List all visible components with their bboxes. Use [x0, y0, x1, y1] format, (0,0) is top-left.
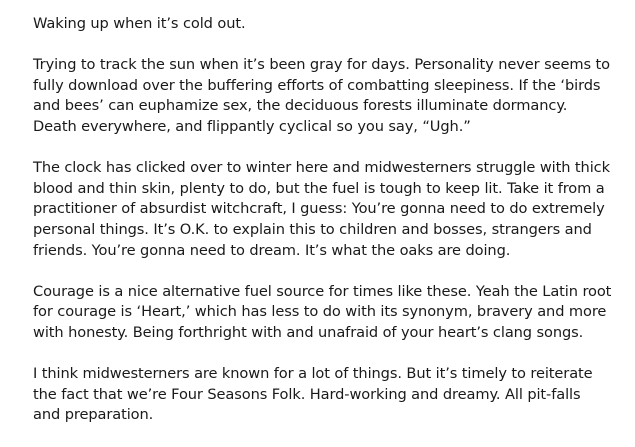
- paragraph-line: Trying to track the sun when it’s been gray for days. Personality never seems to: [33, 56, 610, 74]
- paragraph-line: Waking up when it’s cold out.: [33, 15, 246, 32]
- paragraph-line: practitioner of absurdist witchcraft, I guess: You’re gonna need to do extremely: [33, 200, 605, 218]
- paragraph-line: The clock has clicked over to winter here and midwesterners struggle with thick: [33, 159, 610, 177]
- paragraph-line: fully download over the buffering efforts of combatting sleepiness. If the ‘birds: [33, 76, 601, 94]
- paragraph-4: [33, 282, 628, 344]
- paragraph-line: blood and thin skin, plenty to do, but the fuel is tough to keep lit. Take it from a: [33, 179, 605, 197]
- paragraph-line: Courage is a nice alternative fuel source for times like these. Yeah the Latin root: [33, 282, 612, 300]
- paragraph-2: [33, 55, 628, 137]
- paragraph-line: the fact that we’re Four Seasons Folk. Hard-working and dreamy. All pit-falls: [33, 385, 581, 403]
- paragraph-line: I think midwesterners are known for a lot of things. But it’s timely to reiterate: [33, 365, 593, 383]
- paragraph-line: and bees’ can euphamize sex, the deciduous forests illuminate dormancy.: [33, 97, 568, 115]
- paragraph-line: for courage is ‘Heart,’ which has less to do with its synonym, bravery and more: [33, 303, 607, 321]
- paragraph-5: [33, 364, 628, 426]
- paragraph-line: friends. You’re gonna need to dream. It’s what the oaks are doing.: [33, 241, 511, 259]
- paragraph-1: [33, 14, 628, 35]
- document-body: [33, 14, 628, 446]
- paragraph-line: with honesty. Being forthright with and unafraid of your heart’s clang songs.: [33, 323, 584, 341]
- paragraph-line: and preparation.: [33, 406, 154, 424]
- paragraph-line: Death everywhere, and flippantly cyclical so you say, “Ugh.”: [33, 117, 471, 135]
- paragraph-line: personal things. It’s O.K. to explain this to children and bosses, strangers and: [33, 220, 592, 238]
- paragraph-3: [33, 158, 628, 261]
